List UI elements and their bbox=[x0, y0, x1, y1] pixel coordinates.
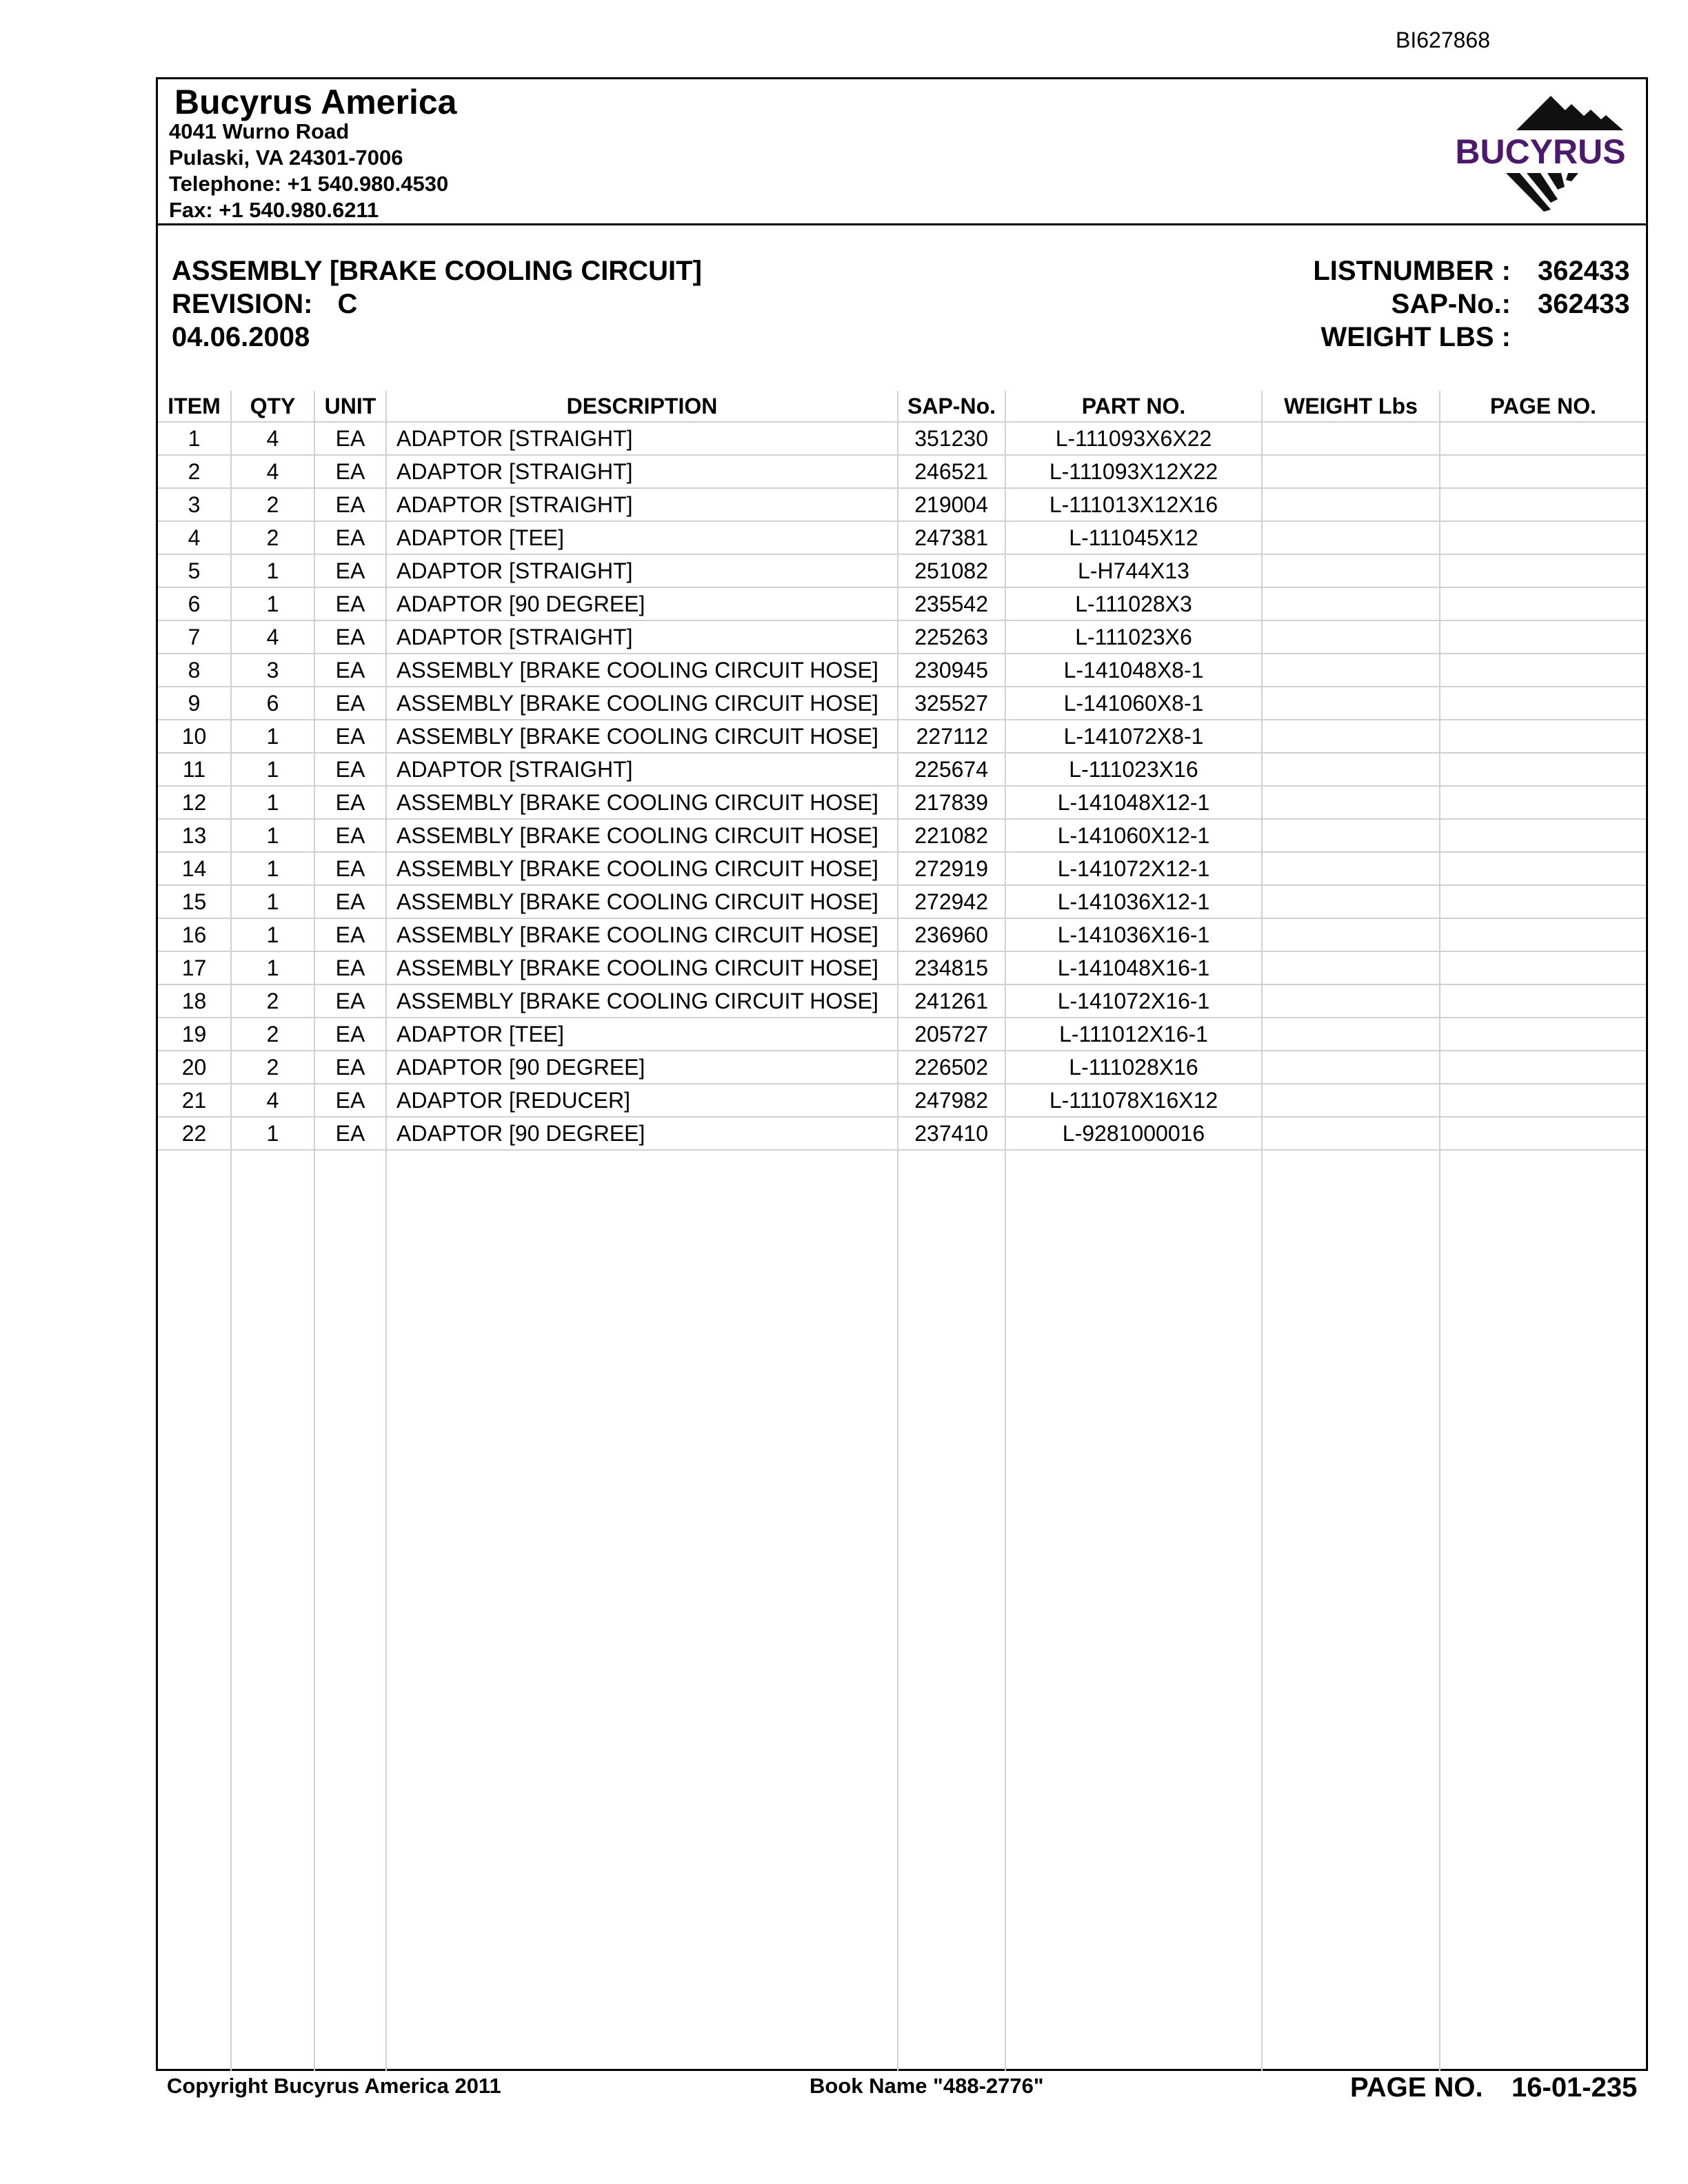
cell-description: ADAPTOR [90 DEGREE] bbox=[386, 1051, 898, 1084]
cell-weight bbox=[1262, 587, 1440, 620]
company-city: Pulaski, VA 24301-7006 bbox=[169, 145, 403, 170]
table-row bbox=[158, 819, 1646, 852]
cell-qty: 2 bbox=[231, 488, 314, 521]
table-header-row bbox=[158, 391, 1646, 422]
cell-unit: EA bbox=[314, 951, 386, 984]
cell-weight bbox=[1262, 720, 1440, 753]
cell-item: 15 bbox=[158, 885, 231, 918]
cell-sap-number: 247381 bbox=[898, 521, 1005, 554]
cell-page-number bbox=[1440, 1117, 1646, 1150]
cell-description: ADAPTOR [STRAIGHT] bbox=[386, 422, 898, 455]
cell-unit: EA bbox=[314, 918, 386, 951]
cell-weight bbox=[1262, 554, 1440, 587]
cell-item: 10 bbox=[158, 720, 231, 753]
cell-part-number: L-141048X12-1 bbox=[1005, 786, 1262, 819]
cell-description: ASSEMBLY [BRAKE COOLING CIRCUIT HOSE] bbox=[386, 654, 898, 687]
cell-item: 18 bbox=[158, 984, 231, 1018]
cell-part-number: L-111028X3 bbox=[1005, 587, 1262, 620]
cell-item: 3 bbox=[158, 488, 231, 521]
cell-weight bbox=[1262, 885, 1440, 918]
cell-sap-number: 272942 bbox=[898, 885, 1005, 918]
cell-part-number: L-111093X12X22 bbox=[1005, 455, 1262, 488]
cell-part-number: L-141072X8-1 bbox=[1005, 720, 1262, 753]
cell-unit: EA bbox=[314, 885, 386, 918]
company-telephone: Telephone: +1 540.980.4530 bbox=[169, 172, 449, 196]
cell-sap-number: 221082 bbox=[898, 819, 1005, 852]
cell-page-number bbox=[1440, 951, 1646, 984]
table-row bbox=[158, 1018, 1646, 1051]
cell-weight bbox=[1262, 984, 1440, 1018]
cell-qty: 2 bbox=[231, 984, 314, 1018]
cell-item: 5 bbox=[158, 554, 231, 587]
sap-number-value: 362433 bbox=[1538, 289, 1630, 319]
cell-sap-number: 246521 bbox=[898, 455, 1005, 488]
table-row bbox=[158, 918, 1646, 951]
header-description: DESCRIPTION bbox=[386, 391, 898, 422]
table-row bbox=[158, 587, 1646, 620]
cell-page-number bbox=[1440, 620, 1646, 654]
weight-label: WEIGHT LBS : bbox=[1320, 322, 1511, 352]
cell-sap-number: 205727 bbox=[898, 1018, 1005, 1051]
cell-description: ADAPTOR [90 DEGREE] bbox=[386, 587, 898, 620]
cell-page-number bbox=[1440, 687, 1646, 720]
company-name: Bucyrus America bbox=[174, 83, 457, 121]
cell-page-number bbox=[1440, 720, 1646, 753]
cell-weight bbox=[1262, 1051, 1440, 1084]
header-unit: UNIT bbox=[314, 391, 386, 422]
cell-description: ASSEMBLY [BRAKE COOLING CIRCUIT HOSE] bbox=[386, 951, 898, 984]
cell-page-number bbox=[1440, 1018, 1646, 1051]
cell-unit: EA bbox=[314, 1084, 386, 1117]
cell-sap-number: 325527 bbox=[898, 687, 1005, 720]
cell-sap-number: 351230 bbox=[898, 422, 1005, 455]
cell-qty: 2 bbox=[231, 1018, 314, 1051]
cell-part-number: L-111078X16X12 bbox=[1005, 1084, 1262, 1117]
parts-table-body bbox=[158, 422, 1646, 2071]
cell-item: 11 bbox=[158, 753, 231, 786]
cell-sap-number: 227112 bbox=[898, 720, 1005, 753]
cell-part-number: L-111012X16-1 bbox=[1005, 1018, 1262, 1051]
cell-qty: 3 bbox=[231, 654, 314, 687]
cell-item: 1 bbox=[158, 422, 231, 455]
header-weight: WEIGHT Lbs bbox=[1262, 391, 1440, 422]
cell-description: ADAPTOR [STRAIGHT] bbox=[386, 455, 898, 488]
cell-description: ADAPTOR [TEE] bbox=[386, 521, 898, 554]
cell-unit: EA bbox=[314, 654, 386, 687]
cell-qty: 2 bbox=[231, 1051, 314, 1084]
cell-qty: 1 bbox=[231, 918, 314, 951]
footer-book-name: Book Name "488-2776" bbox=[810, 2074, 1044, 2098]
cell-qty: 1 bbox=[231, 554, 314, 587]
table-row bbox=[158, 422, 1646, 455]
cell-unit: EA bbox=[314, 521, 386, 554]
cell-sap-number: 234815 bbox=[898, 951, 1005, 984]
cell-weight bbox=[1262, 455, 1440, 488]
footer-page-number: 16-01-235 bbox=[1511, 2072, 1638, 2103]
cell-unit: EA bbox=[314, 720, 386, 753]
document-frame bbox=[156, 77, 1648, 2071]
cell-qty: 1 bbox=[231, 753, 314, 786]
cell-description: ASSEMBLY [BRAKE COOLING CIRCUIT HOSE] bbox=[386, 918, 898, 951]
revision-line bbox=[172, 289, 357, 320]
cell-unit: EA bbox=[314, 554, 386, 587]
cell-page-number bbox=[1440, 488, 1646, 521]
assembly-title: ASSEMBLY [BRAKE COOLING CIRCUIT] bbox=[172, 256, 702, 286]
cell-sap-number: 241261 bbox=[898, 984, 1005, 1018]
cell-weight bbox=[1262, 422, 1440, 455]
cell-description: ADAPTOR [90 DEGREE] bbox=[386, 1117, 898, 1150]
cell-part-number: L-141048X16-1 bbox=[1005, 951, 1262, 984]
cell-weight bbox=[1262, 918, 1440, 951]
cell-weight bbox=[1262, 1117, 1440, 1150]
cell-weight bbox=[1262, 819, 1440, 852]
cell-part-number: L-H744X13 bbox=[1005, 554, 1262, 587]
cell-part-number: L-111023X6 bbox=[1005, 620, 1262, 654]
table-row bbox=[158, 1084, 1646, 1117]
cell-description: ASSEMBLY [BRAKE COOLING CIRCUIT HOSE] bbox=[386, 786, 898, 819]
cell-part-number: L-111023X16 bbox=[1005, 753, 1262, 786]
table-row bbox=[158, 720, 1646, 753]
cell-page-number bbox=[1440, 753, 1646, 786]
cell-unit: EA bbox=[314, 687, 386, 720]
cell-unit: EA bbox=[314, 819, 386, 852]
cell-qty: 1 bbox=[231, 885, 314, 918]
table-row bbox=[158, 620, 1646, 654]
cell-qty: 1 bbox=[231, 1117, 314, 1150]
cell-sap-number: 225674 bbox=[898, 753, 1005, 786]
cell-sap-number: 226502 bbox=[898, 1051, 1005, 1084]
revision-label: REVISION: bbox=[172, 289, 313, 319]
cell-weight bbox=[1262, 1084, 1440, 1117]
table-row bbox=[158, 521, 1646, 554]
cell-unit: EA bbox=[314, 1018, 386, 1051]
table-row bbox=[158, 687, 1646, 720]
cell-qty: 1 bbox=[231, 819, 314, 852]
cell-unit: EA bbox=[314, 587, 386, 620]
cell-sap-number: 237410 bbox=[898, 1117, 1005, 1150]
listnumber-value: 362433 bbox=[1538, 256, 1630, 286]
cell-part-number: L-141072X16-1 bbox=[1005, 984, 1262, 1018]
title-block bbox=[158, 225, 1646, 385]
cell-item: 2 bbox=[158, 455, 231, 488]
cell-page-number bbox=[1440, 786, 1646, 819]
table-row bbox=[158, 488, 1646, 521]
cell-sap-number: 272919 bbox=[898, 852, 1005, 885]
cell-qty: 2 bbox=[231, 521, 314, 554]
header-item: ITEM bbox=[158, 391, 231, 422]
logo-chevron-icon bbox=[1547, 173, 1565, 190]
cell-unit: EA bbox=[314, 455, 386, 488]
listnumber-label: LISTNUMBER : bbox=[1313, 256, 1511, 286]
logo-wordmark: BUCYRUS bbox=[1455, 132, 1626, 171]
cell-qty: 1 bbox=[231, 951, 314, 984]
cell-item: 22 bbox=[158, 1117, 231, 1150]
cell-sap-number: 247982 bbox=[898, 1084, 1005, 1117]
cell-page-number bbox=[1440, 1084, 1646, 1117]
header-page-number: PAGE NO. bbox=[1440, 391, 1646, 422]
cell-part-number: L-141060X8-1 bbox=[1005, 687, 1262, 720]
cell-unit: EA bbox=[314, 852, 386, 885]
cell-weight bbox=[1262, 488, 1440, 521]
cell-item: 17 bbox=[158, 951, 231, 984]
cell-weight bbox=[1262, 852, 1440, 885]
cell-unit: EA bbox=[314, 620, 386, 654]
cell-weight bbox=[1262, 654, 1440, 687]
cell-qty: 1 bbox=[231, 786, 314, 819]
table-filler-row bbox=[158, 1150, 1646, 2071]
cell-page-number bbox=[1440, 984, 1646, 1018]
table-row bbox=[158, 455, 1646, 488]
cell-qty: 4 bbox=[231, 620, 314, 654]
cell-part-number: L-141072X12-1 bbox=[1005, 852, 1262, 885]
cell-unit: EA bbox=[314, 488, 386, 521]
cell-description: ADAPTOR [STRAIGHT] bbox=[386, 753, 898, 786]
cell-weight bbox=[1262, 753, 1440, 786]
cell-qty: 4 bbox=[231, 422, 314, 455]
cell-page-number bbox=[1440, 918, 1646, 951]
table-row bbox=[158, 753, 1646, 786]
cell-description: ADAPTOR [REDUCER] bbox=[386, 1084, 898, 1117]
cell-part-number: L-111028X16 bbox=[1005, 1051, 1262, 1084]
cell-sap-number: 219004 bbox=[898, 488, 1005, 521]
header-part-number: PART NO. bbox=[1005, 391, 1262, 422]
table-row bbox=[158, 885, 1646, 918]
cell-description: ASSEMBLY [BRAKE COOLING CIRCUIT HOSE] bbox=[386, 852, 898, 885]
cell-weight bbox=[1262, 951, 1440, 984]
cell-description: ASSEMBLY [BRAKE COOLING CIRCUIT HOSE] bbox=[386, 984, 898, 1018]
cell-description: ADAPTOR [TEE] bbox=[386, 1018, 898, 1051]
cell-unit: EA bbox=[314, 753, 386, 786]
cell-item: 21 bbox=[158, 1084, 231, 1117]
cell-qty: 6 bbox=[231, 687, 314, 720]
revision-value: C bbox=[337, 289, 358, 319]
sap-number-label: SAP-No.: bbox=[1391, 289, 1511, 319]
table-row bbox=[158, 951, 1646, 984]
cell-description: ASSEMBLY [BRAKE COOLING CIRCUIT HOSE] bbox=[386, 687, 898, 720]
table-row bbox=[158, 852, 1646, 885]
cell-qty: 4 bbox=[231, 1084, 314, 1117]
footer-page-label: PAGE NO. bbox=[1350, 2072, 1483, 2103]
cell-weight bbox=[1262, 620, 1440, 654]
cell-part-number: L-141036X12-1 bbox=[1005, 885, 1262, 918]
cell-part-number: L-141060X12-1 bbox=[1005, 819, 1262, 852]
cell-item: 6 bbox=[158, 587, 231, 620]
cell-description: ASSEMBLY [BRAKE COOLING CIRCUIT HOSE] bbox=[386, 885, 898, 918]
cell-qty: 1 bbox=[231, 852, 314, 885]
cell-item: 4 bbox=[158, 521, 231, 554]
cell-sap-number: 235542 bbox=[898, 587, 1005, 620]
table-row bbox=[158, 654, 1646, 687]
cell-sap-number: 236960 bbox=[898, 918, 1005, 951]
cell-part-number: L-111045X12 bbox=[1005, 521, 1262, 554]
cell-weight bbox=[1262, 687, 1440, 720]
logo-chevron-icon bbox=[1566, 173, 1578, 181]
cell-part-number: L-141036X16-1 bbox=[1005, 918, 1262, 951]
cell-sap-number: 230945 bbox=[898, 654, 1005, 687]
cell-page-number bbox=[1440, 819, 1646, 852]
cell-part-number: L-9281000016 bbox=[1005, 1117, 1262, 1150]
cell-part-number: L-141048X8-1 bbox=[1005, 654, 1262, 687]
parts-table bbox=[158, 391, 1646, 2071]
cell-item: 20 bbox=[158, 1051, 231, 1084]
cell-sap-number: 217839 bbox=[898, 786, 1005, 819]
cell-unit: EA bbox=[314, 786, 386, 819]
header-qty: QTY bbox=[231, 391, 314, 422]
cell-weight bbox=[1262, 1018, 1440, 1051]
cell-page-number bbox=[1440, 852, 1646, 885]
cell-page-number bbox=[1440, 654, 1646, 687]
cell-weight bbox=[1262, 521, 1440, 554]
table-row bbox=[158, 1051, 1646, 1084]
cell-unit: EA bbox=[314, 422, 386, 455]
cell-part-number: L-111093X6X22 bbox=[1005, 422, 1262, 455]
cell-qty: 4 bbox=[231, 455, 314, 488]
cell-item: 12 bbox=[158, 786, 231, 819]
cell-unit: EA bbox=[314, 984, 386, 1018]
cell-page-number bbox=[1440, 885, 1646, 918]
cell-item: 13 bbox=[158, 819, 231, 852]
company-fax: Fax: +1 540.980.6211 bbox=[169, 198, 379, 222]
cell-sap-number: 225263 bbox=[898, 620, 1005, 654]
company-header bbox=[158, 79, 1646, 225]
cell-item: 7 bbox=[158, 620, 231, 654]
table-row bbox=[158, 984, 1646, 1018]
cell-description: ASSEMBLY [BRAKE COOLING CIRCUIT HOSE] bbox=[386, 720, 898, 753]
header-sap-number: SAP-No. bbox=[898, 391, 1005, 422]
document-id: BI627868 bbox=[1396, 28, 1491, 52]
cell-item: 9 bbox=[158, 687, 231, 720]
cell-description: ASSEMBLY [BRAKE COOLING CIRCUIT HOSE] bbox=[386, 819, 898, 852]
cell-item: 16 bbox=[158, 918, 231, 951]
cell-part-number: L-111013X12X16 bbox=[1005, 488, 1262, 521]
cell-page-number bbox=[1440, 554, 1646, 587]
table-row bbox=[158, 554, 1646, 587]
cell-sap-number: 251082 bbox=[898, 554, 1005, 587]
cell-description: ADAPTOR [STRAIGHT] bbox=[386, 488, 898, 521]
cell-page-number bbox=[1440, 1051, 1646, 1084]
document-date: 04.06.2008 bbox=[172, 322, 310, 352]
cell-page-number bbox=[1440, 521, 1646, 554]
company-street: 4041 Wurno Road bbox=[169, 119, 350, 143]
cell-unit: EA bbox=[314, 1051, 386, 1084]
cell-page-number bbox=[1440, 455, 1646, 488]
cell-item: 14 bbox=[158, 852, 231, 885]
cell-page-number bbox=[1440, 587, 1646, 620]
table-row bbox=[158, 786, 1646, 819]
cell-item: 8 bbox=[158, 654, 231, 687]
cell-description: ADAPTOR [STRAIGHT] bbox=[386, 554, 898, 587]
cell-qty: 1 bbox=[231, 587, 314, 620]
cell-page-number bbox=[1440, 422, 1646, 455]
cell-description: ADAPTOR [STRAIGHT] bbox=[386, 620, 898, 654]
table-row bbox=[158, 1117, 1646, 1150]
footer-copyright: Copyright Bucyrus America 2011 bbox=[167, 2074, 501, 2098]
cell-weight bbox=[1262, 786, 1440, 819]
cell-qty: 1 bbox=[231, 720, 314, 753]
bucyrus-logo bbox=[1440, 89, 1640, 213]
cell-item: 19 bbox=[158, 1018, 231, 1051]
cell-unit: EA bbox=[314, 1117, 386, 1150]
